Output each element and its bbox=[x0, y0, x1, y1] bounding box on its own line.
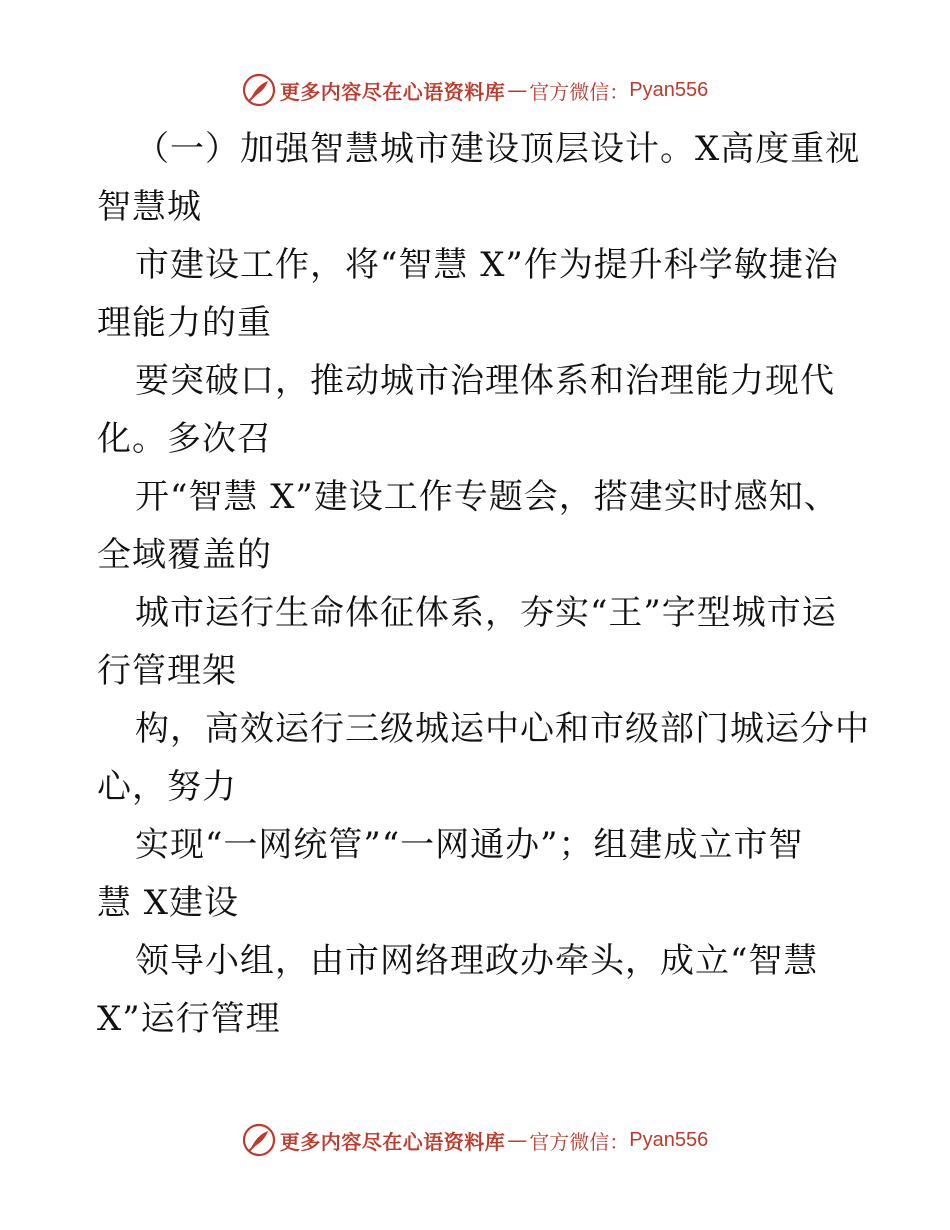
text-line: 市建设工作，将“智慧 X”作为提升科学敏捷治 bbox=[135, 245, 839, 285]
text-line: 智慧城 bbox=[97, 187, 202, 227]
text-line: 要突破口，推动城市治理体系和治理能力现代 bbox=[135, 361, 835, 401]
banner-subtitle: 官方微信： bbox=[529, 1129, 630, 1154]
feather-quill-logo-icon bbox=[242, 73, 276, 107]
text-line: 城市运行生命体征体系，夯实“王”字型城市运 bbox=[135, 593, 837, 633]
text-line: 化。多次召 bbox=[97, 419, 272, 459]
text-line: 全域覆盖的 bbox=[97, 535, 272, 575]
document-body bbox=[97, 120, 870, 1048]
text-line: X”运行管理 bbox=[97, 999, 281, 1039]
banner-title: 更多内容尽在心语资料库 bbox=[279, 1129, 506, 1154]
text-line: 开“智慧 X”建设工作专题会，搭建实时感知、 bbox=[135, 477, 839, 517]
text-line: 慧 X建设 bbox=[97, 883, 240, 923]
banner-wechat-id: Pyan556 bbox=[629, 78, 709, 101]
footer-banner bbox=[0, 1120, 950, 1160]
text-line: 行管理架 bbox=[97, 651, 237, 691]
banner-wechat-id: Pyan556 bbox=[629, 1128, 709, 1151]
banner-separator: — bbox=[507, 1128, 528, 1152]
text-line: 构，高效运行三级城运中心和市级部门城运分中 bbox=[135, 709, 870, 749]
banner-subtitle: 官方微信： bbox=[529, 79, 630, 104]
banner-title: 更多内容尽在心语资料库 bbox=[279, 79, 506, 104]
header-banner bbox=[0, 70, 950, 110]
text-line: （一）加强智慧城市建设顶层设计。X高度重视 bbox=[135, 129, 861, 169]
banner-separator: — bbox=[507, 78, 528, 102]
text-line: 实现“一网统管”“一网通办”；组建成立市智 bbox=[135, 825, 804, 865]
text-line: 领导小组，由市网络理政办牵头，成立“智慧 bbox=[135, 941, 819, 981]
text-line: 心，努力 bbox=[97, 767, 237, 807]
feather-quill-logo-icon bbox=[242, 1123, 276, 1157]
text-line: 理能力的重 bbox=[97, 303, 272, 343]
